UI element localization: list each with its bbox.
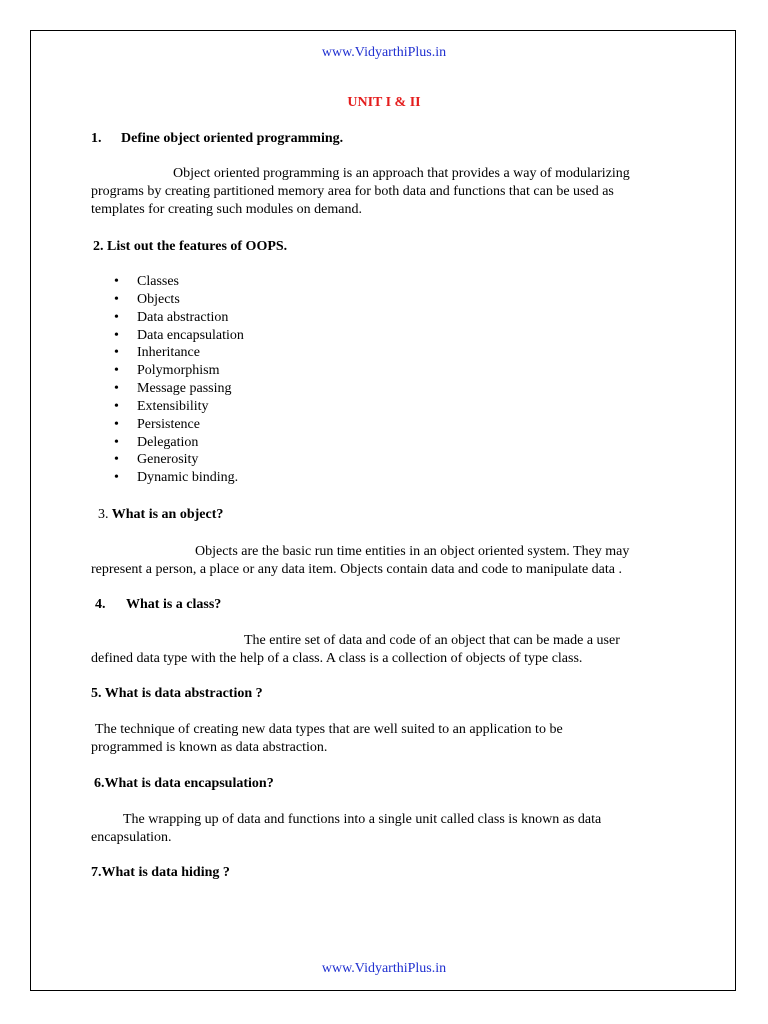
question-7-title: 7.What is data hiding ? [91, 865, 230, 880]
header-link[interactable]: www.VidyarthiPlus.in [321, 45, 447, 60]
list-item: • Dynamic binding. [114, 469, 244, 487]
list-item: • Delegation [114, 434, 244, 452]
unit-title: UNIT I & II [347, 95, 421, 110]
answer-3-line-2: represent a person, a place or any data item. Objects contain data and code to manipulate data . [91, 562, 623, 577]
document-page [30, 30, 736, 991]
answer-5-line-1: The technique of creating new data types that are well suited to an application to be [95, 722, 563, 737]
list-item: • Polymorphism [114, 362, 244, 380]
question-3 [98, 507, 223, 523]
footer-link[interactable]: www.VidyarthiPlus.in [321, 961, 447, 976]
question-1-title: Define object oriented programming. [121, 131, 344, 146]
question-2-title: 2. List out the features of OOPS. [93, 239, 288, 254]
answer-1-line-2: programs by creating partitioned memory area for both data and functions that can be used as [91, 184, 614, 199]
list-item: • Data abstraction [114, 309, 244, 327]
list-item: • Extensibility [114, 398, 244, 416]
answer-1-line-3: templates for creating such modules on demand. [91, 202, 362, 217]
answer-5-line-2: programmed is known as data abstraction. [91, 740, 328, 755]
answer-6-line-1: The wrapping up of data and functions into a single unit called class is known as data [123, 812, 602, 827]
question-1-number: 1. [91, 131, 102, 146]
question-6-title: 6.What is data encapsulation? [94, 776, 274, 791]
question-3-title: What is an object? [111, 507, 224, 522]
question-3-number: 3. [98, 507, 109, 522]
answer-4-line-2: defined data type with the help of a class. A class is a collection of objects of type class. [91, 651, 583, 666]
question-4-title: What is a class? [126, 597, 222, 612]
answer-3-line-1: Objects are the basic run time entities in an object oriented system. They may [195, 544, 630, 559]
question-5-title: 5. What is data abstraction ? [91, 686, 263, 701]
answer-1-line-1: Object oriented programming is an approach that provides a way of modularizing [173, 166, 630, 181]
list-item: • Generosity [114, 451, 244, 469]
list-item: • Persistence [114, 416, 244, 434]
answer-4-line-1: The entire set of data and code of an object that can be made a user [244, 633, 620, 648]
question-4-number: 4. [95, 597, 106, 612]
features-list [114, 273, 244, 487]
list-item: • Objects [114, 291, 244, 309]
answer-6-line-2: encapsulation. [91, 830, 172, 845]
list-item: • Classes [114, 273, 244, 291]
list-item: • Inheritance [114, 344, 244, 362]
list-item: • Data encapsulation [114, 327, 244, 345]
list-item: • Message passing [114, 380, 244, 398]
